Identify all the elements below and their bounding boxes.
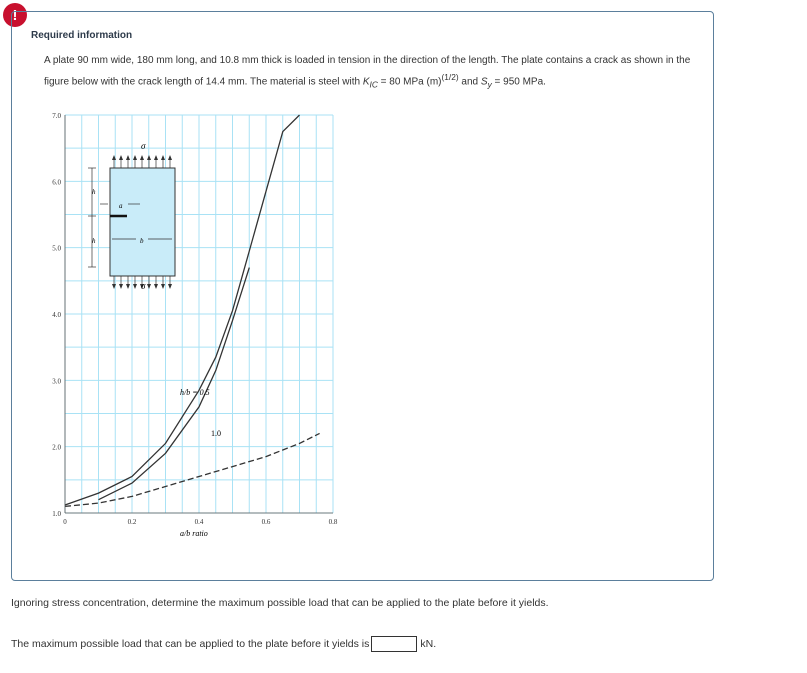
y-tick-label: 4.0 bbox=[52, 311, 61, 319]
x-tick-label: 0.4 bbox=[194, 518, 204, 526]
arrowhead-bottom bbox=[154, 284, 158, 289]
annotation-hb-1.0: 1.0 bbox=[211, 429, 221, 438]
arrowhead-bottom bbox=[168, 284, 172, 289]
inset-label-sigma-bottom: σ bbox=[141, 281, 146, 291]
arrowhead-top bbox=[133, 155, 137, 160]
y-tick-label: 1.0 bbox=[52, 510, 61, 518]
inset-label-a: a bbox=[119, 202, 123, 210]
chart-curves bbox=[65, 115, 320, 506]
info-text: A plate 90 mm wide, 180 mm long, and 10.8 mm thick is loaded in tension in the direction of the length. The plate contains a crack as shown in the figure below with the crack length of 14.4 mm. The material is steel with $K_{IC} = 80$ MPa $(m)^{(1/2)}$ and $S_y = 950$ MPa. bbox=[44, 55, 691, 90]
annotation-hb-0.5: h/b = 0.5 bbox=[180, 388, 210, 397]
chart-grid bbox=[65, 115, 333, 513]
question-text: Ignoring stress concentration, determine the maximum possible load that can be applied to the plate before it yields. bbox=[11, 597, 549, 609]
x-tick-label: 0 bbox=[63, 518, 67, 526]
arrowhead-top bbox=[119, 155, 123, 160]
y-tick-label: 3.0 bbox=[52, 377, 61, 386]
answer-row bbox=[11, 636, 436, 652]
series-line-3 bbox=[65, 433, 320, 506]
inset-label-b: b bbox=[140, 237, 144, 245]
arrowhead-bottom bbox=[147, 284, 151, 289]
series-line-2 bbox=[99, 268, 250, 500]
answer-unit: kN. bbox=[420, 638, 437, 650]
arrowhead-top bbox=[147, 155, 151, 160]
answer-input[interactable] bbox=[371, 636, 417, 652]
arrowhead-bottom bbox=[161, 284, 165, 289]
arrowhead-top bbox=[154, 155, 158, 160]
x-tick-label: 0.8 bbox=[328, 518, 338, 526]
inset-label-h-bottom: h bbox=[92, 237, 96, 245]
arrowhead-top bbox=[126, 155, 130, 160]
inset-label-h-top: h bbox=[92, 188, 96, 196]
x-tick-label: 0.6 bbox=[261, 518, 271, 526]
stress-factor-chart bbox=[30, 110, 350, 550]
y-tick-label: 5.0 bbox=[52, 244, 61, 253]
arrowhead-top bbox=[168, 155, 172, 160]
arrowhead-top bbox=[140, 155, 144, 160]
chart-axes bbox=[52, 112, 338, 526]
y-tick-label: 7.0 bbox=[52, 112, 61, 120]
y-tick-label: 6.0 bbox=[52, 178, 61, 187]
y-tick-label: 2.0 bbox=[52, 443, 61, 452]
arrowhead-top bbox=[161, 155, 165, 160]
x-tick-label: 0.2 bbox=[127, 518, 137, 526]
answer-prompt: The maximum possible load that can be applied to the plate before it yields is bbox=[11, 638, 370, 650]
arrowhead-bottom bbox=[119, 284, 123, 289]
alert-icon: ! bbox=[3, 3, 27, 27]
x-axis-label: a/b ratio bbox=[180, 529, 208, 538]
inset-label-sigma-top: σ bbox=[141, 141, 146, 151]
arrowhead-bottom bbox=[126, 284, 130, 289]
info-title: Required information bbox=[31, 30, 133, 41]
arrowhead-bottom bbox=[133, 284, 137, 289]
